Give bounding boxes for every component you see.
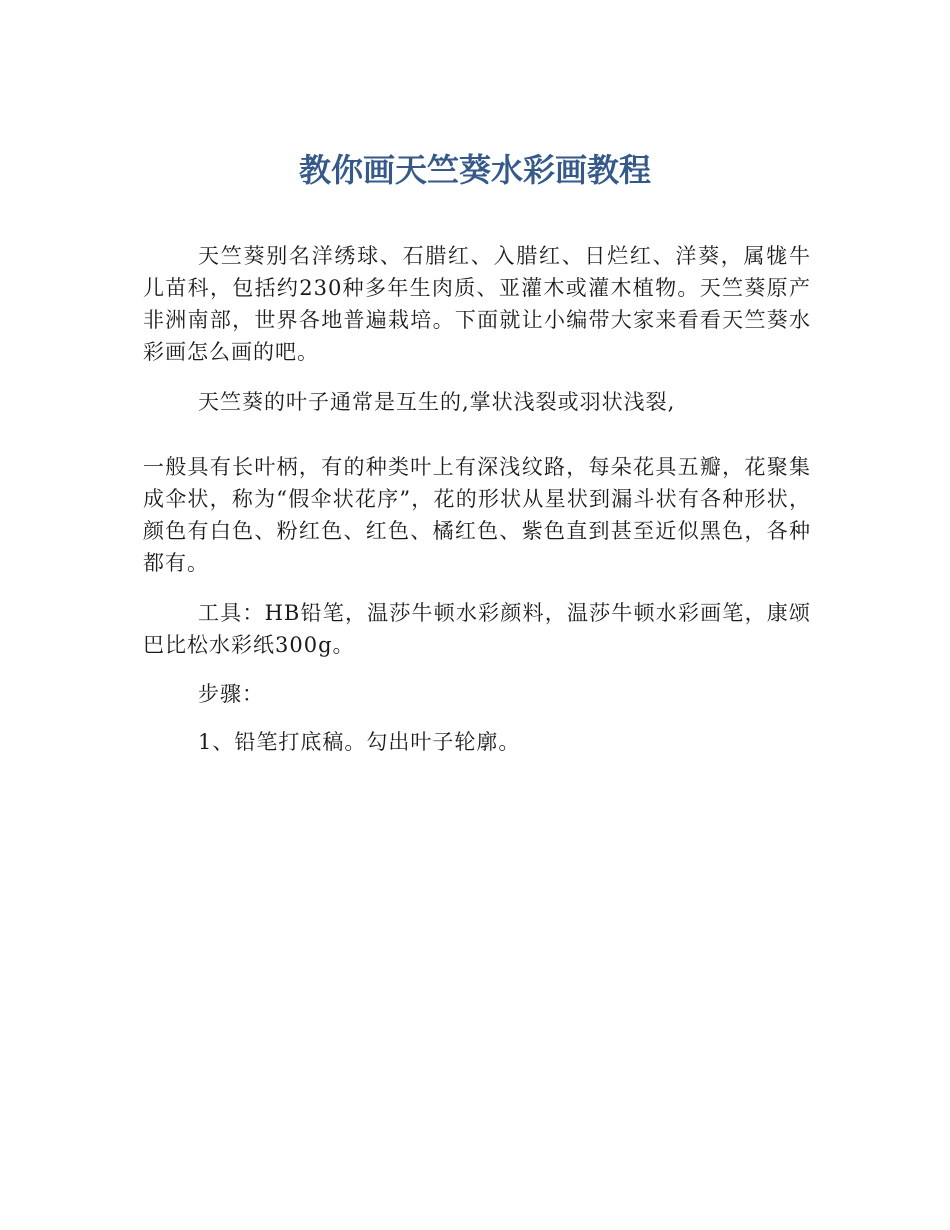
flower-description-paragraph: 一般具有长叶柄，有的种类叶上有深浅纹路，每朵花具五瓣，花聚集成伞状，称为“假伞状花序”，花的形状从星状到漏斗状有各种形状，颜色有白色、粉红色、红色、橘红色、紫色直到甚至近似黑色，各种都有。 [143, 455, 811, 575]
steps-heading: 步骤： [198, 682, 264, 706]
tools-paragraph: 工具：HB铅笔，温莎牛顿水彩颜料，温莎牛顿水彩画笔，康颂巴比松水彩纸300g。 [143, 601, 811, 657]
document-title: 教你画天竺葵水彩画教程 [298, 151, 651, 189]
leaf-description-paragraph: 天竺葵的叶子通常是互生的,掌状浅裂或羽状浅裂, [198, 390, 676, 414]
step-1-paragraph: 1、铅笔打底稿。勾出叶子轮廓。 [198, 730, 521, 754]
intro-paragraph: 天竺葵别名洋绣球、石腊红、入腊红、日烂红、洋葵，属牻牛儿苗科，包括约230种多年生肉质、亚灌木或灌木植物。天竺葵原产非洲南部，世界各地普遍栽培。下面就让小编带大家来看看天竺葵水彩画怎么画的吧。 [143, 244, 811, 364]
